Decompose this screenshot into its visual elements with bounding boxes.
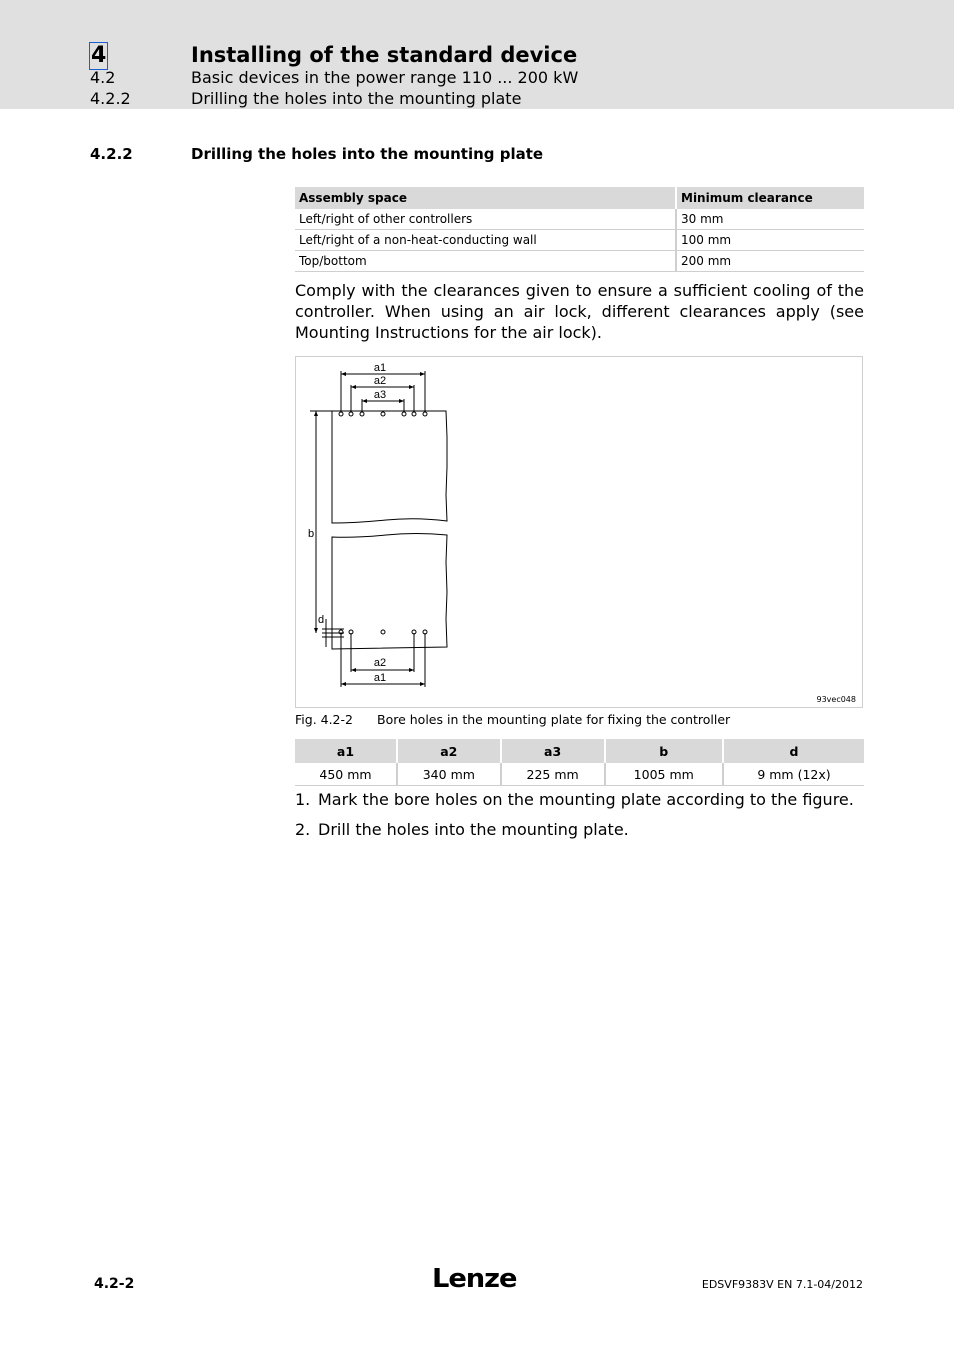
- table-cell: 450 mm: [295, 763, 397, 786]
- dimensions-table: [295, 739, 864, 786]
- table-header-row: [295, 187, 864, 209]
- column-header: Minimum clearance: [676, 187, 864, 209]
- mounting-plate-drawing: [296, 357, 862, 707]
- label-a1-bottom: a1: [373, 672, 387, 684]
- column-header: Assembly space: [295, 187, 676, 209]
- table-cell: 340 mm: [397, 763, 501, 786]
- table-row: [295, 763, 864, 786]
- table-cell: 9 mm (12x): [723, 763, 864, 786]
- subsubsection-title: Drilling the holes into the mounting plate: [191, 89, 522, 108]
- label-a2-bottom: a2: [373, 657, 387, 669]
- label-d: d: [318, 614, 325, 626]
- label-b: b: [308, 528, 315, 540]
- column-header: a1: [295, 739, 397, 763]
- table-cell: 30 mm: [676, 209, 864, 230]
- clearance-table: [295, 187, 864, 272]
- table-cell: 100 mm: [676, 230, 864, 251]
- section-number: 4.2.2: [90, 145, 133, 163]
- table-cell: Left/right of a non-heat-conducting wall: [295, 230, 676, 251]
- figure-number: Fig. 4.2-2: [295, 712, 353, 727]
- section-title: Drilling the holes into the mounting plate: [191, 145, 544, 163]
- step-number: 1.: [295, 790, 311, 809]
- column-header: a3: [501, 739, 605, 763]
- step-text: Drill the holes into the mounting plate.: [318, 820, 629, 839]
- label-a1-top: a1: [373, 362, 387, 374]
- label-a2-top: a2: [373, 375, 387, 387]
- table-cell: Left/right of other controllers: [295, 209, 676, 230]
- table-row: [295, 251, 864, 272]
- chapter-title: Installing of the standard device: [191, 43, 578, 67]
- label-a3-top: a3: [373, 389, 387, 401]
- lenze-logo: Lenze: [431, 1264, 517, 1294]
- figure-code: 93vec048: [816, 695, 856, 704]
- table-header-row: [295, 739, 864, 763]
- page-number: 4.2-2: [94, 1276, 135, 1292]
- column-header: d: [723, 739, 864, 763]
- step-text: Mark the bore holes on the mounting plate according to the figure.: [318, 790, 854, 809]
- table-row: [295, 209, 864, 230]
- table-cell: 225 mm: [501, 763, 605, 786]
- column-header: b: [605, 739, 723, 763]
- step-number: 2.: [295, 820, 311, 839]
- table-cell: 1005 mm: [605, 763, 723, 786]
- subsubsection-number: 4.2.2: [90, 89, 131, 108]
- table-row: [295, 230, 864, 251]
- figure-caption: Bore holes in the mounting plate for fixing the controller: [377, 712, 731, 727]
- table-cell: Top/bottom: [295, 251, 676, 272]
- figure-box: [295, 356, 863, 708]
- subsection-number: 4.2: [90, 68, 116, 87]
- chapter-number[interactable]: 4: [91, 43, 107, 68]
- subsection-title: Basic devices in the power range 110 ... 200 kW: [191, 68, 579, 87]
- body-paragraph: Comply with the clearances given to ensure a sufficient cooling of the controller. When using an air lock, different clearances apply (see Mounting Instructions for the air lock).: [295, 281, 864, 342]
- table-cell: 200 mm: [676, 251, 864, 272]
- document-reference: EDSVF9383V EN 7.1-04/2012: [701, 1278, 863, 1291]
- column-header: a2: [397, 739, 501, 763]
